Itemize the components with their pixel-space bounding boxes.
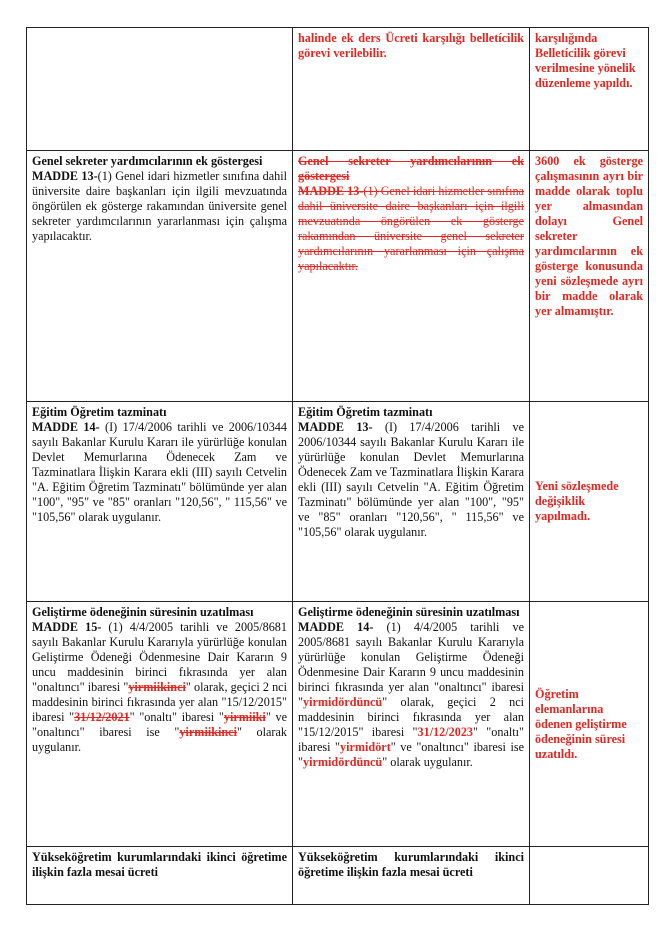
article-number: MADDE 14-: [298, 620, 374, 634]
article-body: (I) 17/4/2006 tarihli ve 2006/10344 sayılı Bakanlar Kurulu Kararı ile yürürlüğe konulan Devlet Memurlarına Ödenecek Zam ve Tazminatlara İlişkin Karara ekli (III) sayılı Cetvelin "A. Eğitim Öğretim Tazminatı" bölümünde yer alan "100", "95" ve "85" oranları "120,56", " 115,56" ve "105,56" olarak uygulanır.: [298, 420, 524, 539]
note-cell: [530, 847, 649, 905]
proposed-text-cell: [293, 602, 530, 847]
article-body: " "onaltı" ibaresi ": [298, 725, 524, 754]
article-body: " olarak, geçici 2 nci maddesinin birinci fıkrasında yer alan "15/12/2015" ibaresi ": [32, 680, 287, 724]
current-text-cell: [27, 402, 293, 602]
struck-value: yirmiiki: [223, 710, 266, 724]
proposed-text-cell: [293, 151, 530, 402]
article-title: Genel sekreter yardımcılarının ek göstergesi: [32, 154, 263, 168]
comparison-table: [26, 27, 649, 905]
article-body: (I) 17/4/2006 tarihli ve 2006/10344 sayılı Bakanlar Kurulu Kararı ile yürürlüğe konulan Devlet Memurlarına Ödenecek Zam ve Tazminatlara İlişkin Karara ekli (III) sayılı Cetvelin "A. Eğitim Öğretim Tazminatı" bölümünde yer alan "100", "95" ve "85" oranları "120,56", " 115,56" ve "105,56" olarak uygulanır.: [32, 420, 287, 524]
article-body: " ve "onaltıncı" ibaresi ise ": [32, 710, 287, 739]
article-body: (1) Genel idari hizmetler sınıfına dahil üniversite daire başkanları için ilgili mevzuatında öngörülen ek gösterge rakamından üniversite genel sekreter yardımcılarının yararlanması için çalışma yapılacaktır.: [32, 169, 287, 243]
current-text-cell: [27, 28, 293, 151]
article-number: MADDE 13-: [32, 169, 98, 183]
table-row: [27, 402, 649, 602]
article-title: Yükseköğretim kurumlarındaki ikinci öğretime ilişkin fazla mesai ücreti: [298, 850, 524, 879]
proposed-text-cell: [293, 847, 530, 905]
article-body: " olarak uygulanır.: [382, 755, 473, 769]
article-title: Eğitim Öğretim tazminatı: [32, 405, 167, 419]
table-row: [27, 602, 649, 847]
note-cell: Öğretim elemanlarına ödenen geliştirme ödeneğinin süresi uzatıldı.: [530, 602, 649, 847]
struck-value: yirmiikinci: [179, 725, 237, 739]
article-number: MADDE 15-: [32, 620, 102, 634]
article-title-struck: Genel sekreter yardımcılarının ek göstergesi: [298, 154, 524, 183]
proposed-text-cell: halinde ek ders Ücreti karşılığı belletícilik görevi verilebilir.: [293, 28, 530, 151]
article-number: MADDE 13-: [298, 420, 373, 434]
article-body: " olarak, geçici 2 nci maddesinin birinci fıkrasında yer alan "15/12/2015" ibaresi ": [298, 695, 524, 739]
article-body: (1) 4/4/2005 tarihli ve 2005/8681 sayılı Bakanlar Kurulu Kararıyla yürürlüğe konulan Geliştirme Ödeneği Ödenmesine Dair Kararın 9 uncu maddesinin birinci fıkrasında yer alan "onaltıncı" ibaresi ": [298, 620, 524, 709]
new-value: yirmidördüncü: [302, 695, 383, 709]
struck-value: yirmiikinci: [128, 680, 186, 694]
note-cell: karşılığında Belletícilik görevi verilmesine yönelik düzenleme yapıldı.: [530, 28, 649, 151]
current-text-cell: [27, 602, 293, 847]
proposed-text-cell: [293, 402, 530, 602]
current-text-cell: [27, 847, 293, 905]
article-title: Geliştirme ödeneğinin süresinin uzatılması: [298, 605, 520, 619]
article-number-struck: MADDE 13-: [298, 184, 364, 198]
new-value: 31/12/2023: [417, 725, 474, 739]
table-row: [27, 151, 649, 402]
article-body: (1) 4/4/2005 tarihli ve 2005/8681 sayılı Bakanlar Kurulu Kararıyla yürürlüğe konulan Geliştirme Ödeneği Ödenmesine Dair Kararın 9 uncu maddesinin birinci fıkrasında yer alan "onaltıncı" ibaresi ": [32, 620, 287, 694]
note-cell: 3600 ek gösterge çalışmasının ayrı bir madde olarak toplu yer almasından dolayı Genel sekreter yardımcılarının ek gösterge konusunda yeni sözleşmede ayrı bir madde olarak yer almamıştır.: [530, 151, 649, 402]
new-value: yirmidördüncü: [302, 755, 383, 769]
article-body-struck: (1) Genel idari hizmetler sınıfına dahil üniversite daire başkanları için ilgili mevzuatında öngörülen ek gösterge rakamından üniversite genel sekreter yardımcılarının yararlanması için çalışma yapılacaktır.: [298, 184, 524, 273]
article-body: " ve "onaltıncı" ibaresi ise ": [298, 740, 524, 769]
current-text-cell: [27, 151, 293, 402]
article-body: " "onaltı" ibaresi ": [129, 710, 224, 724]
article-title: Yükseköğretim kurumlarındaki ikinci öğretime ilişkin fazla mesai ücreti: [32, 850, 287, 879]
article-title: Geliştirme ödeneğinin süresinin uzatılması: [32, 605, 254, 619]
article-body: " olarak uygulanır.: [32, 725, 287, 754]
new-value: yirmidört: [340, 740, 391, 754]
struck-value: 31/12/2021: [74, 710, 130, 724]
article-number: MADDE 14-: [32, 420, 100, 434]
note-cell: Yeni sözleşmede değişiklik yapılmadı.: [530, 402, 649, 602]
table-row: [27, 28, 649, 151]
table-row: [27, 847, 649, 905]
article-title: Eğitim Öğretim tazminatı: [298, 405, 433, 419]
